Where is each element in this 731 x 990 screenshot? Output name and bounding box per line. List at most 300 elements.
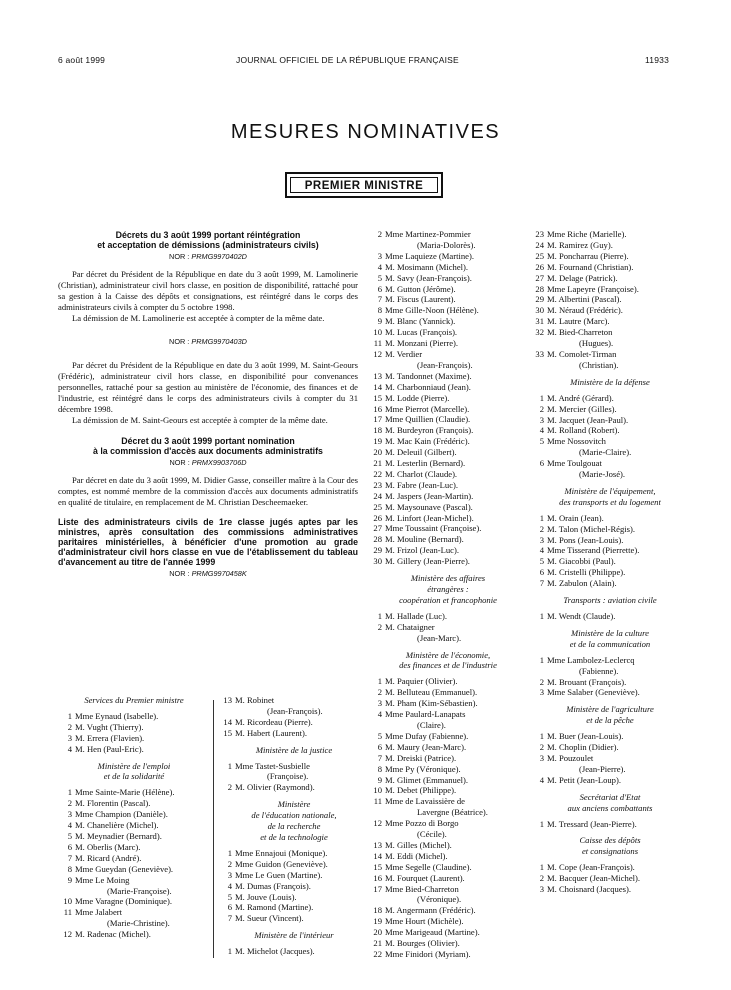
list-item-name: M. Lesterlin (Bernard). — [385, 458, 466, 469]
list-item-name: M. Belluteau (Emmanuel). — [385, 687, 478, 698]
list-item-name: Mme Ennajoui (Monique). — [235, 847, 328, 858]
ministry-heading-line: Ministère des affaires — [410, 573, 486, 584]
list-item — [368, 622, 528, 633]
name-list — [530, 731, 690, 786]
list-item — [530, 524, 690, 535]
paragraph: La démission de M. Saint-Geours est acceptée à compter de la même date. — [72, 414, 328, 425]
ministry-heading-line: de l'éducation nationale, — [251, 810, 337, 821]
list-item-number — [530, 666, 547, 677]
list-item — [368, 513, 528, 524]
list-item-name: (Françoise). — [267, 771, 309, 782]
list-item — [368, 611, 528, 622]
list-item-number: 3 — [377, 250, 382, 261]
list-item-number: 7 — [227, 913, 232, 924]
list-item-number — [218, 706, 235, 717]
list-item-number: 6 — [539, 567, 544, 578]
list-item-name: Mme Salaber (Geneviève). — [547, 687, 640, 698]
name-list — [218, 695, 370, 739]
list-item-name: M. Maury (Jean-Marc). — [385, 741, 467, 752]
list-item — [368, 829, 528, 840]
ministry-heading-line: Ministère de l'équipement, — [564, 485, 656, 496]
list-item — [530, 393, 690, 404]
list-item-name: Mme Toussaint (Françoise). — [385, 523, 482, 534]
section2-title-line2: à la commission d'accès aux documents administratifs — [93, 445, 323, 456]
list-item-number — [368, 240, 385, 251]
list-item-name: M. Savy (Jean-François). — [385, 272, 472, 283]
list-item-name: Mme Varagne (Dominique). — [75, 896, 172, 907]
list-item — [218, 695, 370, 706]
ministry-heading-line: Secrétariat d'Etat — [579, 791, 641, 802]
ministry-heading-line: Ministère de l'économie, — [405, 649, 491, 660]
list-item-name: Mme Le Guen (Martine). — [235, 869, 323, 880]
section3-title: Liste des administrateurs civils de 1re classe jugés aptes par les ministres, après consultation des commissions administratives paritaires ministérielles, à bénéficier d'une promotion au grade d'administrateur civil hors classe en vue de l'établissement du tableau d'avancement au titre de l'année 1999 — [58, 517, 358, 568]
list-item — [58, 853, 210, 864]
list-item-name: Mme Gille-Noon (Hélène). — [385, 305, 479, 316]
list-item-name: Mme Champion (Danièle). — [75, 809, 168, 820]
list-item-name: M. Robinet — [235, 695, 275, 705]
list-item-name: M. Bourges (Olivier). — [385, 938, 460, 949]
list-item-name: M. Angermann (Frédéric). — [385, 905, 476, 916]
list-item-number: 3 — [377, 698, 382, 709]
list-item-number: 7 — [67, 852, 72, 863]
list-item-name: (Jean-François). — [267, 705, 323, 716]
name-list — [368, 611, 528, 644]
list-item-number — [58, 886, 75, 897]
list-item-name: M. Florentin (Pascal). — [75, 798, 151, 809]
list-item-name: M. Dreiski (Patrice). — [385, 752, 457, 763]
list-item-name: M. Habert (Laurent). — [235, 727, 308, 738]
list-item — [368, 742, 528, 753]
list-item-number: 11 — [373, 796, 382, 807]
list-item — [368, 698, 528, 709]
list-item-name: (Marie-José). — [579, 469, 626, 480]
list-item — [530, 327, 690, 338]
name-list — [530, 819, 690, 830]
list-item-name: M. Bied-Charreton — [547, 327, 613, 338]
list-item-number: 2 — [377, 229, 382, 239]
list-item-number: 21 — [373, 458, 382, 469]
list-item-number: 13 — [223, 695, 232, 705]
paragraph: Par décret en date du 3 août 1999, M. Didier Gasse, conseiller maître à la Cour des comptes, est nommé membre de la commission d'accès aux documents administratifs en qualité de titulaire, en remplacement de M. Christian Descheemaeker. — [58, 474, 358, 507]
list-item — [218, 782, 370, 793]
list-item-name: M. Linfort (Jean-Michel). — [385, 512, 474, 523]
list-item-name: Mme Martinez-Pommier — [385, 229, 471, 239]
list-item-number: 6 — [539, 458, 544, 469]
list-item — [368, 338, 528, 349]
ministry-heading-line: des finances et de l'industrie — [399, 660, 497, 671]
list-item-name: M. Meynadier (Bernard). — [75, 830, 162, 841]
list-item-number: 1 — [539, 654, 544, 665]
ministry-heading-line: Ministère de l'emploi — [97, 760, 171, 771]
list-item — [368, 720, 528, 731]
list-item-number: 25 — [373, 501, 382, 512]
list-item-name: M. Hen (Paul-Eric). — [75, 743, 144, 754]
ministry-heading — [368, 573, 528, 606]
list-item-name: Mme Bied-Charreton — [385, 883, 459, 894]
list-item — [58, 875, 210, 886]
list-item-name: M. Fourquet (Laurent). — [385, 872, 465, 883]
list-item-name: M. Glimet (Emmanuel). — [385, 774, 469, 785]
nor-code: PRMG9970403D — [191, 337, 247, 347]
list-item-name: M. Lautre (Marc). — [547, 316, 610, 327]
list-item-name: M. Verdier — [385, 348, 423, 359]
list-item-name: M. Mouline (Bernard). — [385, 534, 464, 545]
ministry-heading — [530, 704, 690, 726]
list-item — [530, 316, 690, 327]
list-item-number: 33 — [535, 348, 544, 359]
ministry-heading: Ministère de la justice — [255, 744, 333, 755]
ministry-heading: Ministère de l'intérieur — [254, 930, 334, 941]
list-item-name: Mme Lambolez-Leclercq — [547, 654, 635, 665]
list-item-number: 2 — [377, 621, 382, 632]
list-item-number: 1 — [227, 847, 232, 858]
list-item — [368, 294, 528, 305]
list-item — [530, 775, 690, 786]
name-list — [530, 611, 690, 622]
list-item-number — [368, 807, 385, 818]
list-item — [218, 706, 370, 717]
list-item-number: 12 — [373, 818, 382, 829]
list-item — [218, 892, 370, 903]
list-item — [368, 873, 528, 884]
column-a — [58, 695, 210, 940]
list-item-number: 5 — [539, 556, 544, 567]
list-item-number: 2 — [539, 403, 544, 414]
list-item-number — [58, 918, 75, 929]
list-item-name: M. Frizol (Jean-Luc). — [385, 545, 459, 556]
list-item-number: 30 — [535, 305, 544, 316]
list-item — [530, 284, 690, 295]
ministry-heading-line: de la recherche — [267, 821, 321, 832]
list-item-number — [368, 829, 385, 840]
section-box — [285, 172, 443, 198]
list-item — [58, 722, 210, 733]
nor-code: PRMG9970402D — [191, 252, 247, 261]
ministry-heading: Transports : aviation civile — [563, 595, 657, 606]
list-item-name: M. Choplin (Didier). — [547, 742, 619, 753]
list-item-name: M. Jouve (Louis). — [235, 891, 297, 902]
list-item-name: Mme Marigeaud (Martine). — [385, 927, 480, 938]
name-list — [368, 676, 528, 960]
list-item-name: M. André (Gérard). — [547, 392, 614, 403]
list-item-name: Mme Segelle (Claudine). — [385, 861, 472, 872]
list-item-number: 3 — [539, 534, 544, 545]
list-item-number: 15 — [373, 392, 382, 403]
section1-title-line1: Décrets du 3 août 1999 portant réintégration — [115, 230, 301, 240]
list-item-number: 27 — [535, 272, 544, 283]
list-item-name: M. Fiscus (Laurent). — [385, 294, 456, 305]
list-item-number: 4 — [377, 261, 382, 272]
ministry-heading-line: et consignations — [581, 846, 639, 857]
list-item — [368, 862, 528, 873]
ministry-heading — [530, 628, 690, 650]
list-item-name: Mme Pozzo di Borgo — [385, 818, 459, 829]
list-item — [368, 905, 528, 916]
list-item-number: 8 — [377, 305, 382, 316]
list-item — [530, 611, 690, 622]
list-item-number: 23 — [535, 229, 544, 239]
list-item-name: Mme de Lavaissière de — [385, 796, 465, 807]
list-item-number: 5 — [377, 730, 382, 741]
column-d — [530, 229, 690, 895]
name-list — [58, 711, 210, 755]
list-item — [368, 382, 528, 393]
name-list — [218, 848, 370, 924]
list-item — [368, 273, 528, 284]
nor-label: NOR : — [169, 457, 190, 467]
list-item-name: M. Fournand (Christian). — [547, 261, 634, 272]
list-item — [58, 744, 210, 755]
list-item-name: M. Blanc (Yannick). — [385, 316, 456, 327]
list-item-name: M. Ricard (André). — [75, 852, 142, 863]
list-item-name: Mme Tisserand (Pierrette). — [547, 545, 640, 556]
list-item — [58, 820, 210, 831]
list-item-name: Mme Py (Véronique). — [385, 763, 461, 774]
list-item — [530, 556, 690, 567]
list-item-number: 6 — [377, 741, 382, 752]
list-item-name: Mme Laquieze (Martine). — [385, 250, 475, 261]
nor-line — [58, 569, 358, 580]
list-item — [218, 946, 370, 957]
list-item-number: 6 — [227, 902, 232, 913]
list-item-number: 5 — [539, 436, 544, 447]
list-item-number: 10 — [373, 785, 382, 796]
list-item-number: 23 — [373, 479, 382, 490]
list-item-number: 18 — [373, 425, 382, 436]
ministry-heading-line: et de la communication — [569, 638, 651, 649]
list-item — [368, 414, 528, 425]
list-item — [368, 556, 528, 567]
ministry-heading — [530, 792, 690, 814]
nor-label: NOR : — [169, 569, 190, 579]
list-item-name: M. Deleuil (Gilbert). — [385, 447, 457, 458]
list-item — [530, 677, 690, 688]
list-item-number: 24 — [373, 490, 382, 501]
list-item-number — [368, 720, 385, 731]
nor-line — [58, 252, 358, 263]
list-item-name: Mme Guidon (Geneviève). — [235, 858, 328, 869]
list-item-number — [530, 360, 547, 371]
list-item-number: 1 — [539, 731, 544, 742]
list-item-number: 4 — [67, 743, 72, 754]
list-item — [368, 393, 528, 404]
list-item — [58, 787, 210, 798]
list-item-name: M. Debet (Philippe). — [385, 785, 457, 796]
list-item — [530, 567, 690, 578]
list-item-number: 2 — [67, 721, 72, 732]
list-item-name: M. Brouant (François). — [547, 676, 627, 687]
list-item — [368, 545, 528, 556]
list-item-number: 2 — [227, 858, 232, 869]
list-item — [368, 327, 528, 338]
list-item-name: Mme Quillien (Claudie). — [385, 414, 471, 425]
list-item-number: 3 — [539, 752, 544, 763]
list-item-number: 4 — [539, 545, 544, 556]
list-item — [58, 711, 210, 722]
list-item — [368, 404, 528, 415]
list-item — [368, 305, 528, 316]
list-item — [368, 349, 528, 360]
list-item — [530, 545, 690, 556]
list-item — [368, 458, 528, 469]
list-item — [58, 831, 210, 842]
list-item-name: Mme Jalabert — [75, 907, 123, 918]
list-item — [368, 523, 528, 534]
ministry-heading-line: aux anciens combattants — [567, 802, 653, 813]
list-item — [218, 902, 370, 913]
list-item-name: M. Michelot (Jacques). — [235, 946, 315, 957]
list-item — [368, 491, 528, 502]
list-item-number: 1 — [67, 787, 72, 798]
list-item-number: 26 — [373, 512, 382, 523]
list-item-name: M. Hallade (Luc). — [385, 610, 448, 621]
list-item-name: M. Charbonniaud (Jean). — [385, 381, 471, 392]
list-item — [368, 676, 528, 687]
list-item-name: M. Dumas (François). — [235, 880, 311, 891]
list-item — [368, 840, 528, 851]
list-item-name: (Marie-Claire). — [579, 447, 632, 458]
list-item — [218, 717, 370, 728]
list-item — [368, 534, 528, 545]
list-item — [530, 305, 690, 316]
list-item-number: 14 — [223, 716, 232, 727]
ministry-heading-line: et de la technologie — [260, 831, 328, 842]
list-item-name: M. Cristelli (Philippe). — [547, 567, 626, 578]
list-item-number: 17 — [373, 883, 382, 894]
list-item-number: 10 — [373, 327, 382, 338]
list-item — [368, 469, 528, 480]
list-item — [218, 881, 370, 892]
list-item-number: 9 — [377, 774, 382, 785]
list-item-number — [368, 633, 385, 644]
list-item-name: (Christian). — [579, 359, 619, 370]
column-b — [218, 695, 370, 957]
list-item-name: M. Pons (Jean-Louis). — [547, 534, 624, 545]
list-item-number: 20 — [373, 447, 382, 458]
page-title: MESURES NOMINATIVES — [230, 121, 501, 143]
list-item-number — [368, 360, 385, 371]
paragraph: La démission de M. Lamolinerie est acceptée à compter de la même date. — [72, 312, 325, 323]
list-item-name: (Fabienne). — [579, 665, 619, 676]
list-item-number: 2 — [539, 523, 544, 534]
list-item-name: M. Eddi (Michel). — [385, 850, 448, 861]
list-item — [368, 894, 528, 905]
list-item-name: M. Chanelière (Michel). — [75, 820, 159, 831]
section2-title-line1: Décret du 3 août 1999 portant nomination — [121, 435, 295, 446]
list-item — [368, 316, 528, 327]
list-item — [368, 425, 528, 436]
list-item-number: 20 — [373, 927, 382, 938]
list-item-name: M. Pham (Kim-Sébastien). — [385, 698, 478, 709]
list-item-number: 12 — [63, 929, 72, 940]
list-item — [530, 273, 690, 284]
list-item — [530, 753, 690, 764]
name-list — [58, 787, 210, 940]
paragraph: Par décret du Président de la République en date du 3 août 1999, M. Saint-Geours (Frédéric), administrateur civil hors classe, en disponibilité pour convenances personnelles, rattaché pour sa gestion au ministère de l'économie, des finances et de l'industrie, est réintégré dans le corps des administrateurs civils à compter du 31 décembre 1998. — [58, 360, 358, 414]
list-item-name: Mme Le Moing — [75, 874, 130, 885]
list-item — [530, 687, 690, 698]
list-item — [368, 764, 528, 775]
list-item — [58, 798, 210, 809]
list-item-name: M. Pouzoulet — [547, 752, 594, 763]
list-item-number: 9 — [377, 316, 382, 327]
list-item — [530, 535, 690, 546]
list-item-number: 4 — [539, 425, 544, 436]
list-item — [530, 229, 690, 240]
list-item-name: Mme Hourt (Michèle). — [385, 916, 464, 927]
list-item-name: (Maria-Dolorès). — [417, 239, 476, 250]
name-list — [530, 393, 690, 480]
list-item-number: 21 — [373, 938, 382, 949]
list-item — [58, 907, 210, 918]
list-item-name: Mme Lapeyre (Françoise). — [547, 283, 639, 294]
list-item-number: 27 — [373, 523, 382, 534]
list-item-number: 24 — [535, 239, 544, 250]
left-column — [58, 230, 358, 586]
list-item — [530, 764, 690, 775]
list-item-name: Mme Eynaud (Isabelle). — [75, 710, 159, 721]
list-item-number: 7 — [377, 294, 382, 305]
list-item — [368, 884, 528, 895]
nor-code: PRMG9970458K — [191, 569, 247, 579]
section-box-label: PREMIER MINISTRE — [290, 177, 438, 193]
list-item-number: 18 — [373, 905, 382, 916]
list-item — [530, 240, 690, 251]
list-item-name: Mme Sainte-Marie (Hélène). — [75, 787, 175, 798]
list-item-name: M. Giacobbi (Paul). — [547, 556, 616, 567]
list-item — [368, 731, 528, 742]
list-item — [368, 709, 528, 720]
ministry-heading-line: Ministère de la culture — [571, 627, 649, 638]
list-item-name: M. Buer (Jean-Louis). — [547, 731, 624, 742]
list-item — [530, 294, 690, 305]
list-item-name: Mme Nossovitch — [547, 436, 606, 447]
list-item-number: 1 — [539, 512, 544, 523]
list-item-name: M. Orain (Jean). — [547, 512, 604, 523]
list-item-name: M. Mac Kain (Frédéric). — [385, 436, 470, 447]
list-item-name: M. Mosimann (Michel). — [385, 261, 469, 272]
list-item — [530, 349, 690, 360]
list-item-name: (Marie-Christine). — [107, 918, 170, 929]
list-item-number: 1 — [539, 392, 544, 403]
list-item-name: Mme Finidori (Myriam). — [385, 949, 471, 959]
list-item-name: Mme Riche (Marielle). — [547, 229, 627, 239]
list-item-number: 4 — [539, 774, 544, 785]
list-item — [368, 229, 528, 240]
list-item-number: 7 — [377, 752, 382, 763]
list-item-name: M. Ramond (Martine). — [235, 902, 314, 913]
list-item-name: M. Mercier (Gilles). — [547, 403, 617, 414]
list-item — [530, 655, 690, 666]
list-item-name: M. Gillery (Jean-Pierre). — [385, 556, 470, 567]
ministry-heading-line: Ministère de l'agriculture — [566, 704, 654, 715]
list-item-number: 5 — [67, 830, 72, 841]
list-item-number: 22 — [373, 949, 382, 959]
list-item-name: M. Olivier (Raymond). — [235, 782, 315, 793]
list-item-name: M. Sueur (Vincent). — [235, 913, 304, 924]
list-item-name: M. Maysounave (Pascal). — [385, 501, 473, 512]
list-item-name: M. Tressard (Jean-Pierre). — [547, 818, 637, 829]
header-date: 6 août 1999 — [58, 55, 106, 65]
list-item-name: (Claire). — [417, 719, 446, 730]
list-item-name: M. Ramirez (Guy). — [547, 239, 613, 250]
list-item — [58, 809, 210, 820]
list-item-name: M. Tandonnet (Maxime). — [385, 370, 472, 381]
list-item-number: 29 — [373, 545, 382, 556]
list-item-name: M. Chataigner — [385, 621, 435, 632]
list-item-number: 29 — [535, 294, 544, 305]
list-item-number: 6 — [377, 283, 382, 294]
